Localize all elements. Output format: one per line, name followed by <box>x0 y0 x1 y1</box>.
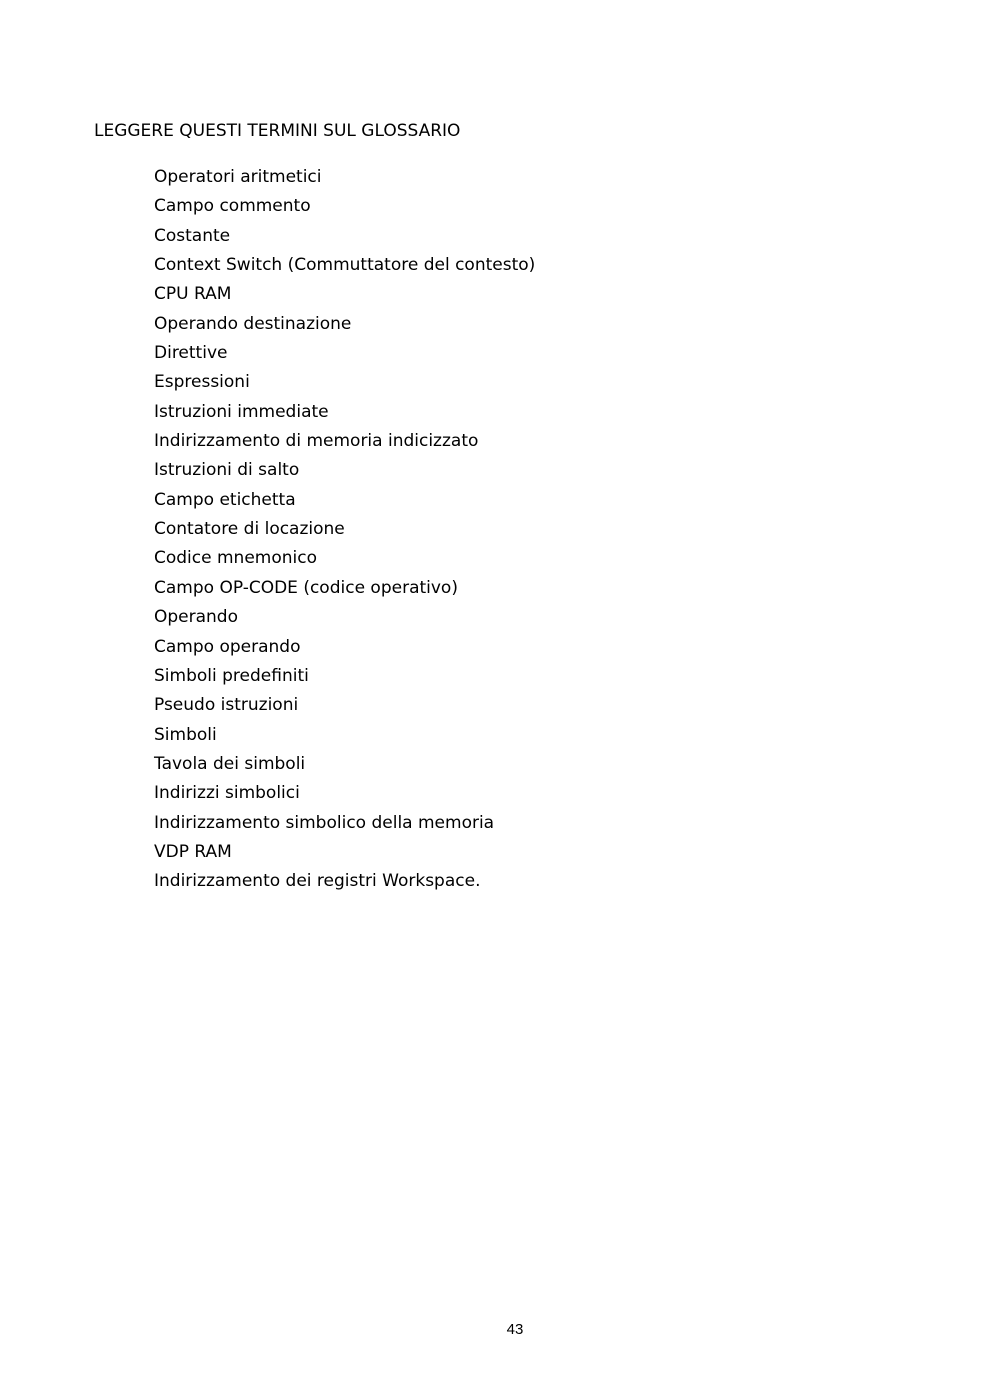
list-item: Indirizzamento simbolico della memoria <box>154 812 495 833</box>
list-item: Contatore di locazione <box>154 519 345 540</box>
list-item: Istruzioni immediate <box>154 401 329 422</box>
list-item: Espressioni <box>154 372 250 393</box>
list-item: Indirizzamento dei registri Workspace. <box>154 871 481 892</box>
list-item: Costante <box>154 225 231 246</box>
list-item: Indirizzamento di memoria indicizzato <box>154 431 479 452</box>
list-item: Operando destinazione <box>154 313 352 334</box>
glossary-heading: LEGGERE QUESTI TERMINI SUL GLOSSARIO <box>94 121 461 141</box>
list-item: Campo commento <box>154 196 311 217</box>
list-item: Pseudo istruzioni <box>154 695 299 716</box>
list-item: Campo operando <box>154 636 301 657</box>
glossary-term-list <box>154 165 535 899</box>
list-item: Indirizzi simbolici <box>154 783 300 804</box>
list-item: Campo etichetta <box>154 489 296 510</box>
list-item: Simboli <box>154 724 217 745</box>
list-item: VDP RAM <box>154 841 232 862</box>
list-item: Codice mnemonico <box>154 548 317 569</box>
list-item: Context Switch (Commuttatore del contesto) <box>154 255 536 276</box>
list-item: Operatori aritmetici <box>154 167 322 187</box>
list-item: CPU RAM <box>154 284 232 305</box>
page-number: 43 <box>506 1321 524 1338</box>
list-item: Tavola dei simboli <box>154 753 306 774</box>
list-item: Simboli predefiniti <box>154 665 309 686</box>
list-item: Campo OP-CODE (codice operativo) <box>154 577 458 598</box>
list-item: Operando <box>154 607 239 628</box>
list-item: Istruzioni di salto <box>154 460 300 481</box>
list-item: Direttive <box>154 343 228 364</box>
